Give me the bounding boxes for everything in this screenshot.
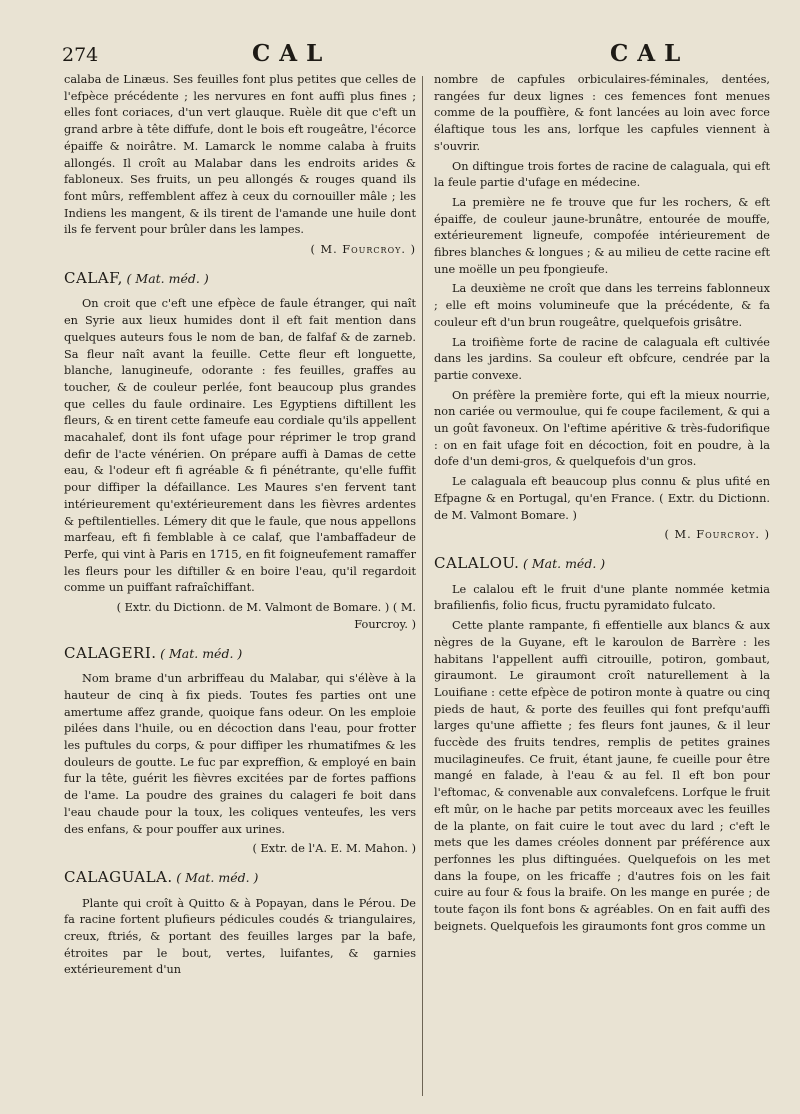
calaf-text: On croit que c'eft une efpèce de faule étranger, qui naît en Syrie aux lieux humides dont il eft fait mention dans quelques auteurs fous le nom de ban, de falfaf & de zarneb. Sa fleur naît avant la feuille. Cette fleur eft longuette, blanche, lanugineufe, odorante : fes feuilles, graffes au toucher, & de couleur perlée, font beaucoup plus grandes que celles du faule ordinaire. Les Egyptiens diftillent les fleurs, & en tirent cette fameufe eau cordiale qu'ils appellent macahalef, dont ils font ufage pour réprimer le trop grand defir de l'acte vénérien. On prépare auffi à Damas de cette eau, & l'odeur eft fi agréable & fi pénétrante, qu'elle fuffit pour diffiper la défaillance. Les Maures s'en fervent tant intérieurement qu'extérieurement dans les fièvres ardentes & peftilentielles. Lémery dit que le faule, que nous appellons marfeau, eft fi femblable à ce calaf, que l'ambaffadeur de Perfe, qui vint à Paris en 1715, en fit foigneufement ramaffer les fleurs pour les diftiller & en boire l'eau, qu'il regardoit comme un puiffant rafraîchiffant.	[64, 297, 416, 595]
calalou-paragraph-2: Cette plante rampante, fi effentielle aux blancs & aux nègres de la Guyane, eft le karoulon de Barrère : les habitans l'appellent auffi citrouille, potiron, gombaut, giraumont. Le giraumont croît naturellement à la Louifiane : cette efpèce de potiron monte à quatre ou cinq pieds de haut, & porte des feuilles qui font prefqu'auffi larges qu'une affiette ; fes fleurs font jaunes, & il leur fuccède des fruits tendres, remplis de petites graines mucilagineufes. Ce fruit, étant jaune, fe cueille pour être mangé en falade, à l'eau & au fel. Il eft bon pour l'eftomac, & convenable aux convalefcens. Lorfque le fruit eft mûr, on le hache par petits morceaux avec les feuilles de la plante, on fait cuire le tout avec du lard ; c'eft le mets que les dames créoles donnent par préférence aux perfonnes les plus diftinguées. Quelquefois on les met dans la foupe, on les fricaffe ; d'autres fois on les fait cuire au four & fous la braife. On les mange en purée ; de toute façon ils font bons & agréables. On en fait auffi des beignets. Quelquefois les giraumonts font gros comme un	[434, 619, 770, 933]
entry-calalou	[434, 555, 770, 574]
calaguala-paragraph-5: La troifième forte de racine de calaguala eft cultivée dans les jardins. Sa couleur eft obfcure, cendrée par la partie convexe.	[434, 335, 770, 382]
entry-title-calalou: CALALOU.	[434, 553, 520, 572]
calaguala-paragraph-2: On diftingue trois fortes de racine de calaguala, qui eft la feule partie d'ufage en médecine.	[434, 159, 770, 190]
calaguala-text: Plante qui croît à Quitto & à Popayan, dans le Pérou. De fa racine fortent plufieurs pédicules coudés & triangulaires, creux, ftriés, & portant des feuilles larges par la bafe, étroites par le bout, vertes, luifantes, & garnies extérieurement d'un	[64, 896, 416, 977]
right-column	[434, 72, 770, 1102]
calaguala-paragraph-6: On préfère la première forte, qui eft la mieux nourrie, non cariée ou vermoulue, qui fe coupe facilement, & qui a un goût favoneux. On l'eftime apéritive & très-fudorifique : on en fait ufage foit en décoction, foit en poudre, à la dofe d'un demi-gros, & quelquefois d'un gros.	[434, 388, 770, 469]
entry-subtitle-calalou: ( Mat. méd. )	[523, 555, 606, 571]
calaguala-paragraph-4: La deuxième ne croît que dans les terreins fablonneux ; elle eft moins volumineufe que la précédente, & fa couleur eft d'un brun rougeâtre, quelquefois grisâtre.	[434, 282, 770, 329]
calageri-text: Nom brame d'un arbriffeau du Malabar, qui s'élève à la hauteur de cinq à fix pieds. Toutes fes parties ont une amertume affez grande, quoique fans odeur. On les emploie pilées dans l'huile, ou en décoction dans l'eau, pour frotter les puftules du corps, & pour diffiper les rhumatifmes & les douleurs de goutte. Le fuc par expreffion, & employé en bain fur la tête, guérit les fièvres excitées par de fortes paffions de l'ame. La poudre des graines du calageri fe boit dans l'eau chaude pour la toux, les coliques venteufes, les vers des enfans, & pour pouffer aux urines.	[64, 672, 416, 836]
entry-calaf	[64, 270, 416, 289]
calaguala-continuation: nombre de capfules orbiculaires-féminales, dentées, rangées fur deux lignes : ces femences font menues comme de la pouffière, & font lancées au loin avec force élaftique tous les ans, lorfque les capfules viennent à s'ouvrir.	[434, 73, 770, 153]
entry-subtitle-calaguala: ( Mat. méd. )	[176, 869, 259, 885]
page-header	[62, 40, 760, 68]
running-head-left: CAL	[252, 40, 332, 67]
page-number: 274	[62, 44, 99, 66]
entry-calaguala	[64, 869, 416, 888]
entry-title-calageri: CALAGERI.	[64, 643, 157, 662]
calalou-paragraph-1: Le calalou eft le fruit d'une plante nommée ketmia brafilienfis, folio ficus, fructu pyramidato fulcato.	[434, 582, 770, 613]
left-column	[64, 72, 416, 1102]
calaguala-paragraph-3: La première ne fe trouve que fur les rochers, & eft épaiffe, de couleur jaune-brunâtre, entourée de mouffe, extérieurement ligneufe, compofée intérieurement de fibres blanches & longues ; & au milieu de cette racine eft une moëlle un peu fpongieufe.	[434, 195, 770, 276]
entry-subtitle-calaf: ( Mat. méd. )	[126, 270, 209, 286]
calaba-continuation: calaba de Linæus. Ses feuilles font plus petites que celles de l'efpèce précédente ; les nervures en font auffi plus fines ; elles font coriaces, d'un vert glauque. Ruèle dit que c'eft un grand arbre à tête diffufe, dont le bois eft rougeâtre, l'écorce épaiffe & noirâtre. M. Lamarck le nomme calaba à fruits allongés. Il croît au Malabar dans les endroits arides & fabloneux. Ses fruits, un peu allongés & rouges quand ils font mûrs, reffemblent affez à ceux du cornouiller mâle ; les Indiens les mangent, & ils tirent de l'amande une huile dont ils fe fervent pour brûler dans les lampes.	[64, 73, 416, 237]
entry-title-calaguala: CALAGUALA.	[64, 867, 173, 886]
calaf-signature: ( Extr. du Dictionn. de M. Valmont de Bomare. ) ( M. Fourcroy. )	[116, 601, 416, 631]
calaguala-signature: ( M. Fourcroy. )	[664, 528, 770, 542]
calaguala-paragraph-7: Le calaguala eft beaucoup plus connu & plus ufité en Efpagne & en Portugal, qu'en France. ( Extr. du Dictionn. de M. Valmont Bomare. )	[434, 475, 770, 522]
column-divider	[422, 76, 423, 1096]
entry-calageri	[64, 645, 416, 664]
calageri-signature: ( Extr. de l'A. E. M. Mahon. )	[252, 842, 416, 856]
entry-title-calaf: CALAF,	[64, 268, 123, 287]
entry-subtitle-calageri: ( Mat. méd. )	[160, 645, 243, 661]
running-head-right: CAL	[610, 40, 690, 67]
calaba-signature: ( M. Fourcroy. )	[310, 243, 416, 257]
